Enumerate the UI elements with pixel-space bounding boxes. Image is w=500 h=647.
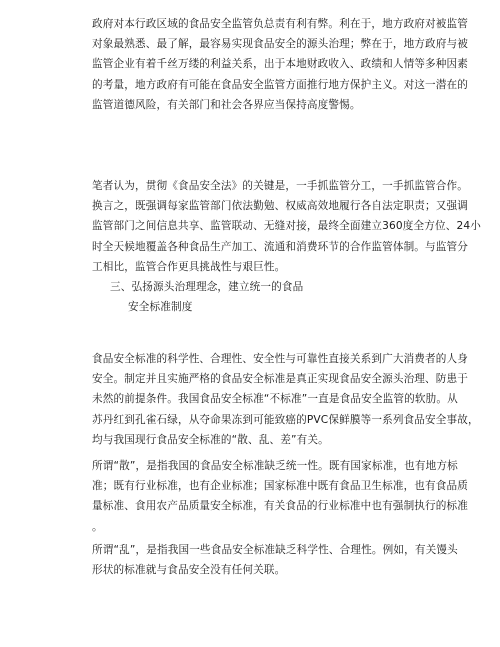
text-line: 未然的前提条件。我国食品安全标准“不标准”一直是食品安全监管的软肋。从 [92,393,458,406]
text-line: 均与我国现行食品安全标准的“散、乱、差”有关。 [92,433,329,446]
section-heading-line-2: 安全标准制度 [128,301,193,314]
text-line: 笔者认为，贯彻《食品安全法》的关键是，一手抓监管分工，一手抓监管合作。 [92,180,469,192]
text-line: 所谓“乱”，是指我国一些食品安全标准缺乏科学性、合理性。例如，有关馒头 [92,544,458,556]
text-line: 准；既有行业标准，也有企业标准；国家标准中既有食品卫生标准，也有食品质 [92,480,469,493]
section-heading [92,277,412,317]
text-line: 政府对本行政区域的食品安全监管负总责有利有弊。利在于，地方政府对被监管 [92,18,469,30]
section-heading-line-1: 三、弘扬源头治理理念，建立统一的食品 [110,281,304,293]
text-line: 工相比，监管合作更具挑战性与艰巨性。 [92,260,286,273]
text-line: 形状的标准就与食品安全没有任何关联。 [92,564,286,577]
paragraph-scattered [92,456,469,537]
text-line: 量标准、食用农产品质量安全标准，有关食品的行业标准中也有强制执行的标准 [92,500,469,513]
paragraph-author-view [92,176,481,277]
text-line: 。 [92,520,103,533]
text-line: 时全天候地覆盖各种食品生产加工、流通和消费环节的合作监管体制。与监管分 [92,240,469,253]
text-line: 监管部门之间信息共享、监管联动、无缝对接，最终全面建立360度全方位、24小 [92,220,481,233]
text-line: 所谓“散”，是指我国的食品安全标准缺乏统一性。既有国家标准，也有地方标 [92,460,458,472]
text-line: 苏丹红到孔雀石绿，从夺命果冻到可能致癌的PVC保鲜膜等一系列食品安全事故， [92,413,479,426]
text-line: 对象最熟悉、最了解，最容易实现食品安全的源头治理；弊在于，地方政府与被 [92,38,469,51]
paragraph-chaotic [92,540,458,580]
text-line: 监管道德风险，有关部门和社会各界应当保持高度警惕。 [92,98,361,111]
text-line: 安全。制定并且实施严格的食品安全标准是真正实现食品安全源头治理、防患于 [92,373,469,386]
text-line: 换言之，既强调每家监管部门依法勤勉、权威高效地履行各自法定职责；又强调 [92,200,469,213]
text-line: 的考量，地方政府有可能在食品安全监管方面推行地方保护主义。对这一潜在的 [92,78,469,91]
paragraph-safety-standards [92,349,479,450]
paragraph-local-government [92,14,469,115]
text-line: 监管企业有着千丝万缕的利益关系，出于本地财政收入、政绩和人情等多种因素 [92,58,469,71]
text-line: 食品安全标准的科学性、合理性、安全性与可靠性直接关系到广大消费者的人身 [92,353,469,365]
